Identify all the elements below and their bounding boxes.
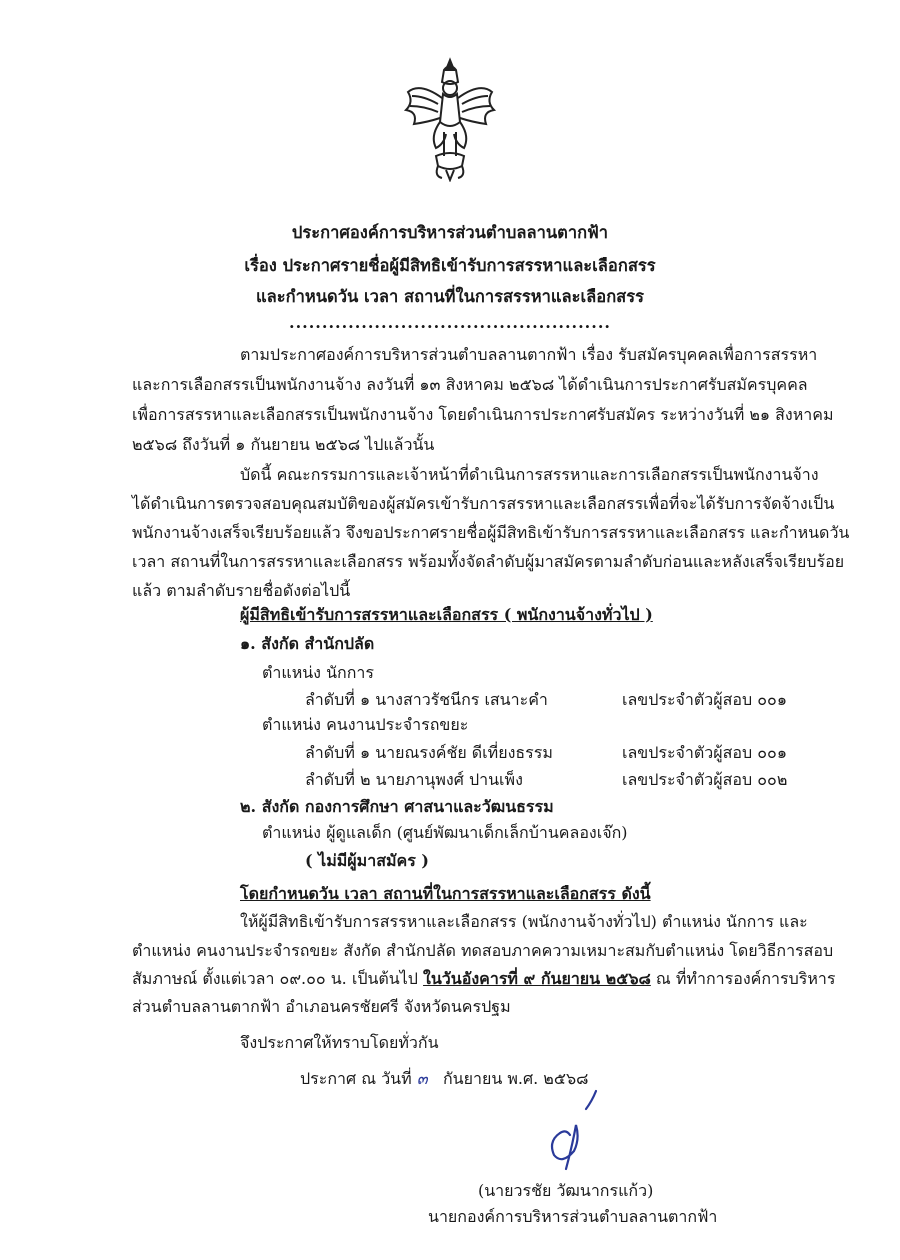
dept1-position-label: ตำแหน่ง นักการ [262,663,374,682]
candidate-exam-id: เลขประจำตัวผู้สอบ ๐๐๑ [622,743,787,762]
para2-line: ได้ดำเนินการตรวจสอบคุณสมบัติของผู้สมัครเข้ารับการสรรหาและเลือกสรรเพื่อที่จะได้รับการจัดจ้างเป็น [132,494,835,513]
dept2-position-label: ตำแหน่ง ผู้ดูแลเด็ก (ศูนย์พัฒนาเด็กเล็กบ้านคลองเจ๊ก) [262,823,628,842]
schedule-line: ให้ผู้มีสิทธิเข้ารับการสรรหาและเลือกสรร (พนักงานจ้างทั่วไป) ตำแหน่ง นักการ และ [240,912,808,931]
schedule-line [132,968,835,990]
date-day: ๓ [416,1069,428,1088]
schedule-line: ส่วนตำบลลานตากฟ้า อำเภอนครชัยศรี จังหวัดนครปฐม [132,997,511,1016]
para2-line: เวลา สถานที่ในการสรรหาและเลือกสรร พร้อมทั้งจัดลำดับผู้มาสมัครตามลำดับก่อนและหลังเสร็จเรียบร้อย [132,552,845,571]
heading-divider: ................................................. [289,313,611,332]
schedule-text: ณ ที่ทำการองค์การบริหาร [650,969,836,988]
heading-subject: เรื่อง ประกาศรายชื่อผู้มีสิทธิเข้ารับการสรรหาและเลือกสรร [244,256,656,275]
schedule-text: สัมภาษณ์ ตั้งแต่เวลา ๐๙.๐๐ น. เป็นต้นไป [132,969,424,988]
schedule-line: ตำแหน่ง คนงานประจำรถขยะ สังกัด สำนักปลัด ทดสอบภาคความเหมาะสมกับตำแหน่ง โดยวิธีการสอบ [132,941,834,960]
closing-text: จึงประกาศให้ทราบโดยทั่วกัน [240,1033,439,1052]
heading-line-1: ประกาศองค์การบริหารส่วนตำบลลานตากฟ้า [291,223,609,242]
no-applicants-note: ( ไม่มีผู้มาสมัคร ) [305,851,429,870]
signer-title: นายกองค์การบริหารส่วนตำบลลานตากฟ้า [428,1207,718,1226]
para1-line: เพื่อการสรรหาและเลือกสรรเป็นพนักงานจ้าง โดยดำเนินการประกาศรับสมัคร ระหว่างวันที่ ๒๑ สิงหาคม [132,405,834,424]
schedule-heading: โดยกำหนดวัน เวลา สถานที่ในการสรรหาและเลือกสรร ดังนี้ [240,884,651,903]
candidate-order: ลำดับที่ ๑ นายณรงค์ชัย ดีเที่ยงธรรม [305,743,553,762]
date-suffix: กันยายน พ.ศ. ๒๕๖๘ [442,1069,589,1088]
para1-line: และการเลือกสรรเป็นพนักงานจ้าง ลงวันที่ ๑๓ สิงหาคม ๒๕๖๘ ได้ดำเนินการประกาศรับสมัครบุคคล [132,375,808,394]
candidate-exam-id: เลขประจำตัวผู้สอบ ๐๐๑ [622,690,787,709]
candidate-exam-id: เลขประจำตัวผู้สอบ ๐๐๒ [622,770,788,789]
section-heading: ผู้มีสิทธิเข้ารับการสรรหาและเลือกสรร ( พนักงานจ้างทั่วไป ) [240,605,653,624]
signer-name: (นายวรชัย วัฒนากรแก้ว) [478,1181,654,1200]
para1-line: ๒๕๖๘ ถึงวันที่ ๑ กันยายน ๒๕๖๘ ไปแล้วนั้น [132,435,435,454]
dept1-title: ๑. สังกัด สำนักปลัด [240,634,375,653]
para2-line: แล้ว ตามลำดับรายชื่อดังต่อไปนี้ [132,581,351,600]
para2-line: บัดนี้ คณะกรรมการและเจ้าหน้าที่ดำเนินการสรรหาและการเลือกสรรเป็นพนักงานจ้าง [240,465,819,484]
heading-line-3: และกำหนดวัน เวลา สถานที่ในการสรรหาและเลือกสรร [256,287,644,306]
dept1-position-label: ตำแหน่ง คนงานประจำรถขยะ [262,715,469,734]
exam-date: ในวันอังคารที่ ๙ กันยายน ๒๕๖๘ [423,969,651,988]
signature-icon [520,1085,610,1179]
candidate-order: ลำดับที่ ๒ นายภานุพงศ์ ปานเพ็ง [305,770,523,789]
garuda-emblem-icon [400,52,500,186]
para2-line: พนักงานจ้างเสร็จเรียบร้อยแล้ว จึงขอประกาศรายชื่อผู้มีสิทธิเข้ารับการสรรหาและเลือกสรร และกำหนดวัน [132,523,850,542]
date-prefix: ประกาศ ณ วันที่ [300,1069,412,1088]
para1-line: ตามประกาศองค์การบริหารส่วนตำบลลานตากฟ้า เรื่อง รับสมัครบุคคลเพื่อการสรรหา [240,345,818,364]
candidate-order: ลำดับที่ ๑ นางสาวรัชนีกร เสนาะคำ [305,690,548,709]
dept2-title: ๒. สังกัด กองการศึกษา ศาสนาและวัฒนธรรม [240,797,554,816]
